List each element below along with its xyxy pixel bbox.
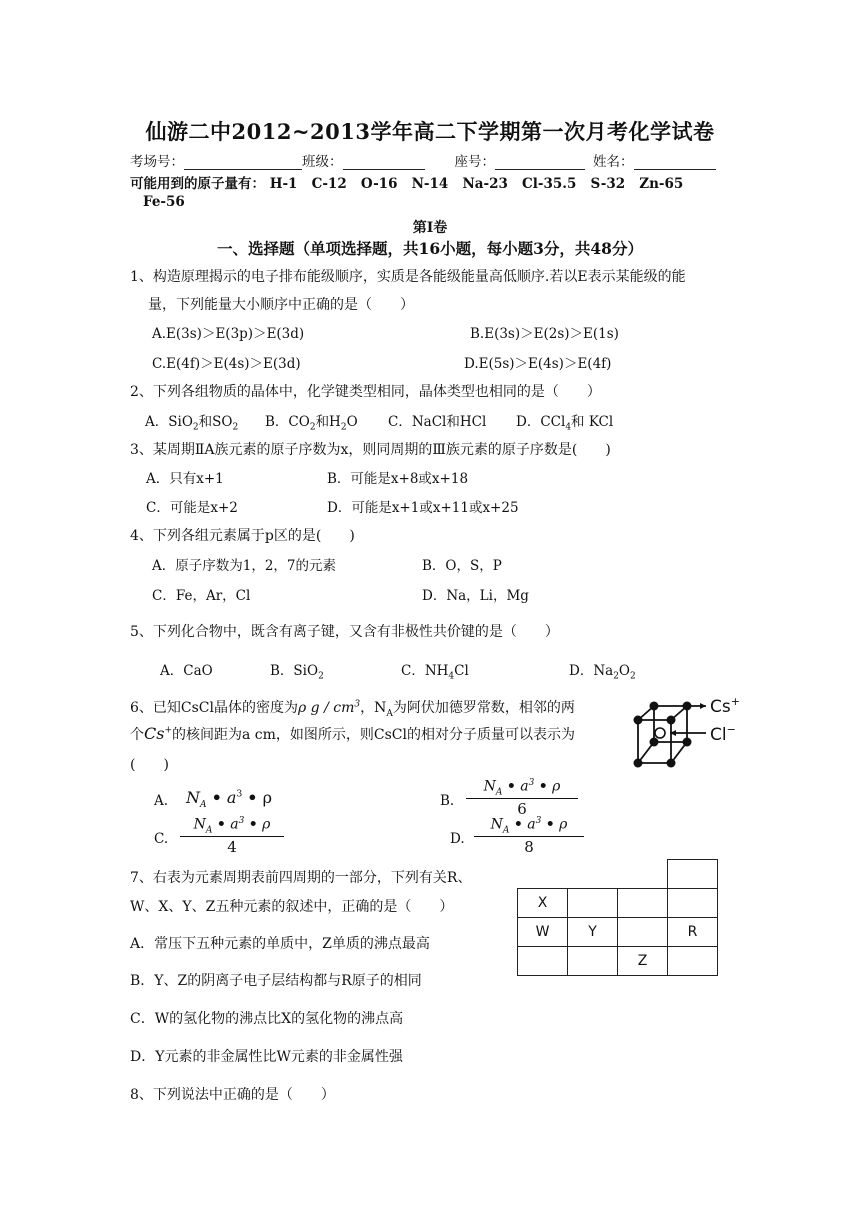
periodic-cell-z: Z	[618, 947, 668, 976]
q5-option-c: C．$NH_4Cl$	[401, 663, 469, 682]
q6-stem-2: 个Cs+的核间距为a cm，如图所示，则CsCl的相对分子质量可以表示为	[130, 724, 575, 743]
periodic-cell-r: R	[668, 918, 718, 947]
atomic-mass-item: Na-23	[462, 176, 508, 192]
density-expression: ρ g / $cm^3$	[298, 699, 361, 716]
periodic-cell-x: X	[518, 889, 568, 918]
q1-stem: 1、构造原理揭示的电子排布能级顺序，实质是各能级能量高低顺序.若以E表示某能级的能	[130, 269, 686, 285]
q1-option-d: D.E(5s)＞E(4s)＞E(4f)	[464, 356, 612, 372]
periodic-table-fragment	[517, 859, 718, 976]
name-blank[interactable]	[634, 155, 716, 170]
q3-option-a: A．只有x+1	[146, 471, 224, 487]
cs-ion: Cs+	[144, 724, 172, 743]
name-label: 姓名：	[593, 154, 634, 170]
q5-option-b: B．SiO$_2$	[270, 663, 324, 682]
q4-option-b: B．O，S，P	[422, 558, 502, 574]
q2-stem: 2、下列各组物质的晶体中，化学键类型相同，晶体类型也相同的是（ ）	[130, 384, 601, 400]
exam-info-row	[130, 150, 716, 170]
class-label: 班级：	[302, 154, 343, 170]
q3-stem: 3、某周期ⅡA族元素的原子序数为x，则同周期的Ⅲ族元素的原子序数是( )	[130, 442, 611, 458]
q4-option-d: D．Na，Li，Mg	[422, 588, 529, 604]
atomic-masses-label: 可能用到的原子量有：	[130, 176, 265, 192]
svg-text:Cs+: Cs+	[710, 695, 740, 717]
q7-stem-2: W、X、Y、Z五种元素的叙述中，正确的是（ ）	[130, 899, 454, 915]
periodic-cell-y: Y	[568, 918, 618, 947]
cscl-unit-cell-figure	[624, 684, 764, 774]
q3-option-d: D．可能是x+1或x+11或x+25	[327, 500, 519, 516]
svg-text:Cl−: Cl−	[710, 723, 736, 745]
q6-option-b-label: B.	[440, 793, 455, 809]
q4-stem: 4、下列各组元素属于p区的是( )	[130, 528, 355, 544]
q6-option-a-label: A.	[154, 793, 169, 809]
q8-stem: 8、下列说法中正确的是（ ）	[130, 1087, 335, 1103]
seat-label: 座号：	[454, 154, 495, 170]
q2-option-b: B．$CO_2$和$H_2O$	[265, 414, 358, 433]
atomic-mass-item: Cl-35.5	[522, 176, 577, 192]
q6-option-c-fraction: $\frac{N_A • a^3 • \rho}{4}$	[180, 816, 284, 856]
q4-option-c: C．Fe，Ar，Cl	[152, 588, 251, 604]
section-heading: 一、选择题（单项选择题，共16小题，每小题3分，共48分）	[217, 239, 643, 258]
q6-option-b-fraction: $\frac{N_A • a^3 • \rho}{6}$	[466, 778, 578, 818]
periodic-cell-empty	[668, 860, 718, 889]
class-blank[interactable]	[343, 155, 425, 170]
q6-stem: 6、已知CsCl晶体的密度为ρ g / $cm^3$，$N_A$为阿伏加德罗常数，相邻的两	[130, 699, 575, 719]
q7-option-d: D．Y元素的非金属性比W元素的非金属性强	[130, 1049, 403, 1065]
exam-room-blank[interactable]	[184, 155, 302, 170]
atomic-mass-item: C-12	[311, 176, 347, 192]
exam-room-label: 考场号：	[130, 154, 184, 170]
q5-option-a: A．CaO	[160, 663, 213, 679]
q5-stem: 5、下列化合物中，既含有离子键，又含有非极性共价键的是（ ）	[130, 624, 559, 640]
q7-option-c: C．W的氢化物的沸点比X的氢化物的沸点高	[130, 1011, 404, 1027]
q6-option-a-expression: $N_A$ • $a^3$ • ρ	[186, 788, 273, 811]
q5-option-d: D．$Na_2O_2$	[569, 663, 636, 682]
q7-stem: 7、右表为元素周期表前四周期的一部分，下列有关R、	[130, 870, 472, 886]
q3-option-c: C．可能是x+2	[146, 500, 238, 516]
q2-option-a: A．SiO$_2$和$SO_2$	[145, 414, 239, 433]
q2-option-c: C．NaCl和HCl	[388, 414, 487, 430]
q1-option-c: C.E(4f)＞E(4s)＞E(3d)	[152, 356, 301, 372]
q6-option-d-fraction: $\frac{N_A • a^3 • \rho}{8}$	[474, 816, 584, 856]
page-title: 仙游二中2012~2013学年高二下学期第一次月考化学试卷	[145, 119, 715, 144]
q7-option-b: B．Y、Z的阴离子电子层结构都与R原子的相同	[130, 973, 422, 989]
atomic-mass-item: S-32	[590, 176, 626, 192]
q6-option-c-label: C.	[154, 831, 169, 847]
q1-option-a: A.E(3s)＞E(3p)＞E(3d)	[152, 326, 305, 342]
q6-stem-3: ( )	[130, 757, 169, 773]
volume-heading: 第Ⅰ卷	[412, 220, 448, 236]
q3-option-b: B．可能是x+8或x+18	[327, 471, 469, 487]
atomic-mass-item: N-14	[411, 176, 449, 192]
atomic-mass-item: Zn-65	[639, 176, 684, 192]
q4-option-a: A．原子序数为1，2，7的元素	[152, 558, 337, 574]
seat-blank[interactable]	[495, 155, 585, 170]
q1-option-b: B.E(3s)＞E(2s)＞E(1s)	[470, 326, 619, 342]
q1-stem-2: 量，下列能量大小顺序中正确的是（ ）	[148, 297, 414, 313]
atomic-mass-item: H-1	[269, 176, 298, 192]
q2-option-d: D．CCl$_4$和 KCl	[516, 414, 614, 433]
atomic-mass-item: Fe-56	[143, 194, 185, 210]
atomic-mass-item: O-16	[360, 176, 398, 192]
atomic-masses	[130, 172, 683, 192]
q7-option-a: A．常压下五种元素的单质中，Z单质的沸点最高	[130, 936, 430, 952]
q6-stem-text: 6、已知CsCl晶体的密度为	[130, 700, 298, 716]
periodic-cell-w: W	[518, 918, 568, 947]
q6-option-d-label: D.	[450, 831, 465, 847]
